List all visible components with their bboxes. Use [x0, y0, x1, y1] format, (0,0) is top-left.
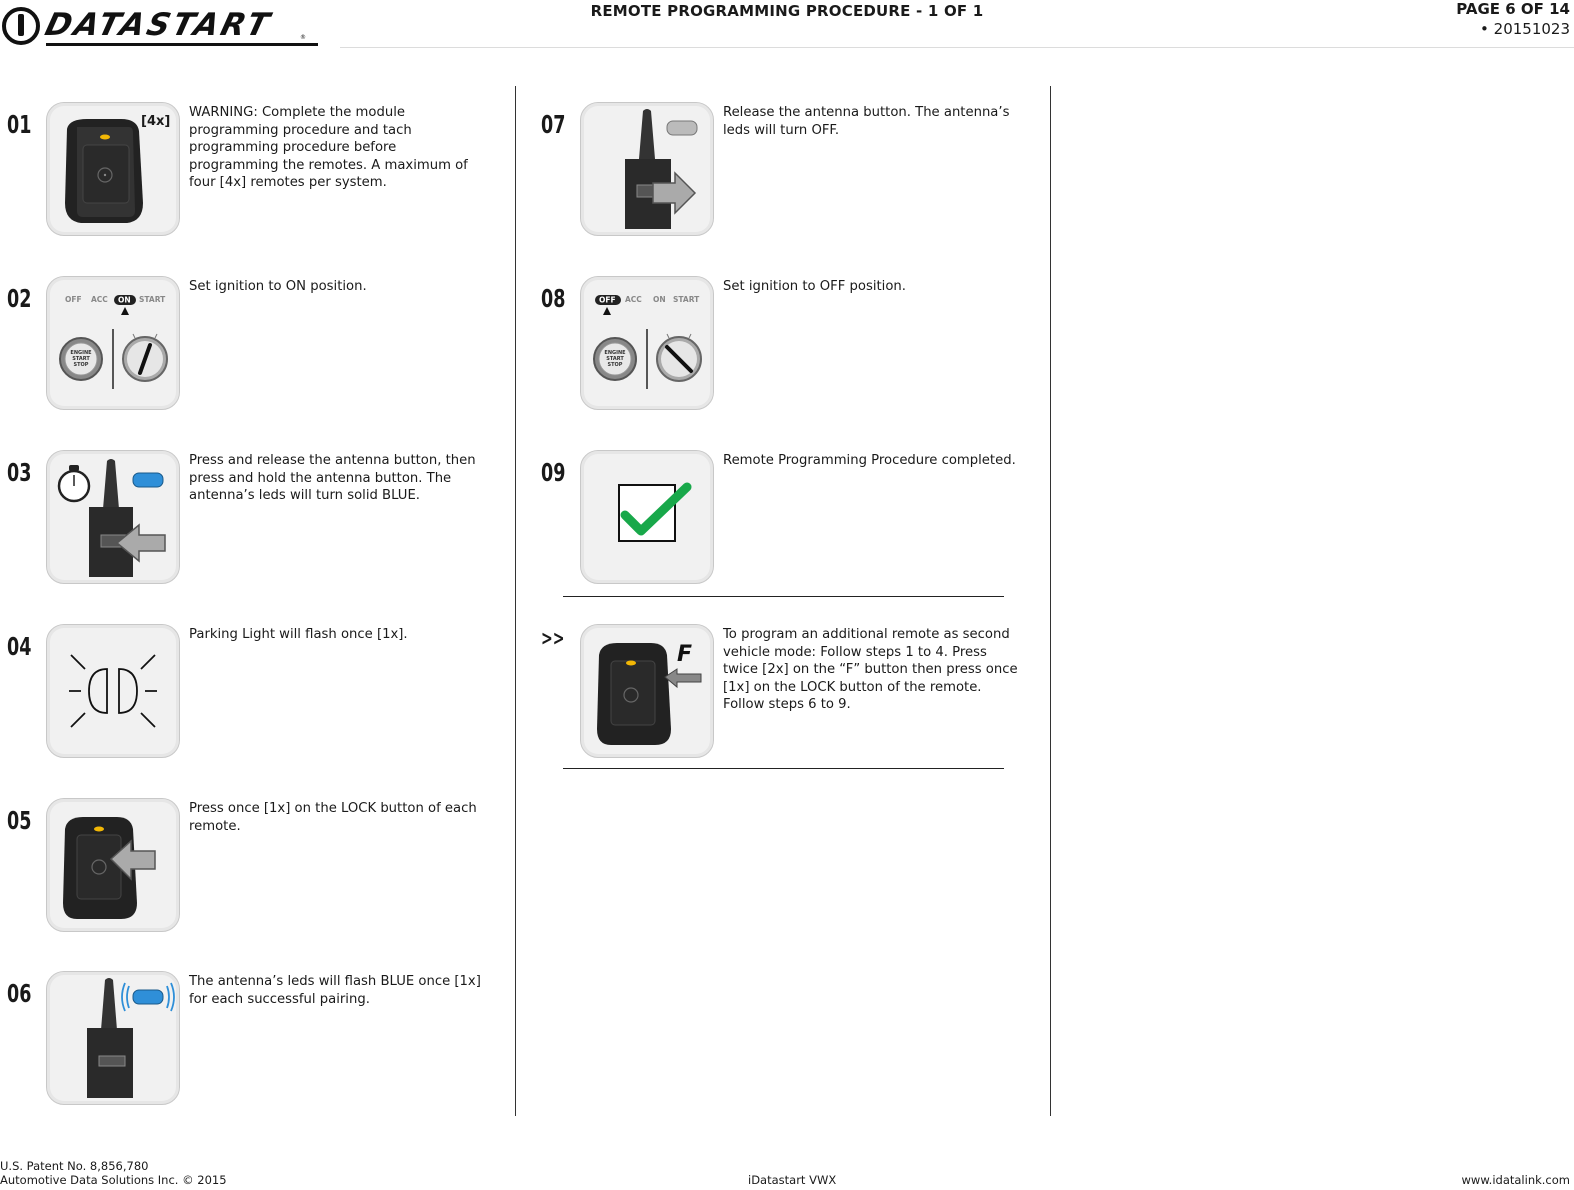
page-title: REMOTE PROGRAMMING PROCEDURE - 1 OF 1 — [590, 2, 984, 20]
step-number: 03 — [7, 458, 32, 487]
ignition-on-icon — [46, 276, 180, 410]
remote-lock-press-icon — [46, 798, 180, 932]
step-02 — [7, 276, 507, 416]
step-number: >> — [541, 626, 565, 650]
patent-number: U.S. Patent No. 8,856,780 — [0, 1159, 149, 1173]
step-number: 02 — [7, 284, 32, 313]
step-text: The antenna’s leds will flash BLUE once [1x] for each successful pairing. — [189, 974, 481, 1007]
svg-text:STOP: STOP — [73, 362, 89, 368]
step-text: WARNING: Complete the module programming procedure and tach programming procedure before programming the remotes. A maximum of four [4x] remotes per system. — [189, 105, 468, 191]
antenna-press-icon — [46, 450, 180, 584]
ignition-label-on: ON — [653, 295, 666, 304]
step-03 — [7, 450, 507, 590]
remote-f-button-icon — [580, 624, 714, 758]
product-name: iDatastart VWX — [748, 1173, 837, 1187]
step-text: Press and release the antenna button, then press and hold the antenna button. The antenna’s leds will turn solid BLUE. — [189, 453, 476, 504]
step-additional-remote — [541, 624, 1041, 764]
step-text: To program an additional remote as second vehicle mode: Follow steps 1 to 4. Press twice [2x] on the “F” button then press once [1x] on the LOCK button of the remote. Follow steps 6 to 9. — [723, 627, 1018, 713]
step-05 — [7, 798, 507, 938]
svg-text:ENGINE: ENGINE — [604, 350, 626, 356]
stopwatch-icon — [59, 465, 89, 501]
ignition-off-icon — [580, 276, 714, 410]
step-number: 06 — [7, 979, 32, 1008]
column-divider — [515, 86, 516, 1116]
step-number: 08 — [541, 284, 566, 313]
svg-text:START: START — [606, 356, 624, 362]
step-number: 04 — [7, 632, 32, 661]
section-separator — [563, 596, 1004, 597]
ignition-label-off: OFF — [599, 295, 616, 305]
document-date: • 20151023 — [1480, 20, 1570, 38]
section-separator — [563, 768, 1004, 769]
step-06 — [7, 971, 507, 1111]
ignition-label-start: START — [673, 295, 700, 304]
logo-wordmark: DATASTART — [41, 7, 276, 43]
header-divider — [340, 47, 1574, 48]
svg-text:START: START — [72, 356, 90, 362]
brand-logo: DATASTART ® — [2, 4, 322, 50]
parking-light-icon — [46, 624, 180, 758]
ignition-label-acc: ACC — [91, 295, 108, 304]
svg-text:STOP: STOP — [607, 362, 623, 368]
step-text: Release the antenna button. The antenna’s leds will turn OFF. — [723, 105, 1010, 138]
step-text: Set ignition to ON position. — [189, 279, 367, 294]
step-07 — [541, 102, 1041, 242]
antenna-release-icon — [580, 102, 714, 236]
step-04 — [7, 624, 507, 764]
step-text: Remote Programming Procedure completed. — [723, 453, 1016, 468]
step-08 — [541, 276, 1041, 416]
repeat-badge: [4x] — [141, 114, 171, 129]
footer-legal — [0, 1159, 227, 1187]
checkmark-icon — [580, 450, 714, 584]
ignition-label-start: START — [139, 295, 166, 304]
ignition-label-on: ON — [118, 295, 131, 305]
step-01 — [7, 102, 507, 242]
step-text: Press once [1x] on the LOCK button of each remote. — [189, 801, 477, 834]
column-divider — [1050, 86, 1051, 1116]
ignition-label-acc: ACC — [625, 295, 642, 304]
step-number: 07 — [541, 110, 566, 139]
step-text: Parking Light will flash once [1x]. — [189, 627, 408, 642]
f-button-label: F — [677, 642, 693, 667]
step-09 — [541, 450, 1041, 590]
copyright: Automotive Data Solutions Inc. © 2015 — [0, 1173, 227, 1187]
website-link[interactable]: www.idatalink.com — [1461, 1173, 1570, 1187]
step-number: 09 — [541, 458, 566, 487]
svg-text:ENGINE: ENGINE — [70, 350, 92, 356]
step-number: 05 — [7, 806, 32, 835]
step-number: 01 — [7, 110, 32, 139]
ignition-label-off: OFF — [65, 295, 82, 304]
page-number: PAGE 6 OF 14 — [1456, 0, 1570, 18]
antenna-flash-blue-icon — [46, 971, 180, 1105]
step-text: Set ignition to OFF position. — [723, 279, 906, 294]
